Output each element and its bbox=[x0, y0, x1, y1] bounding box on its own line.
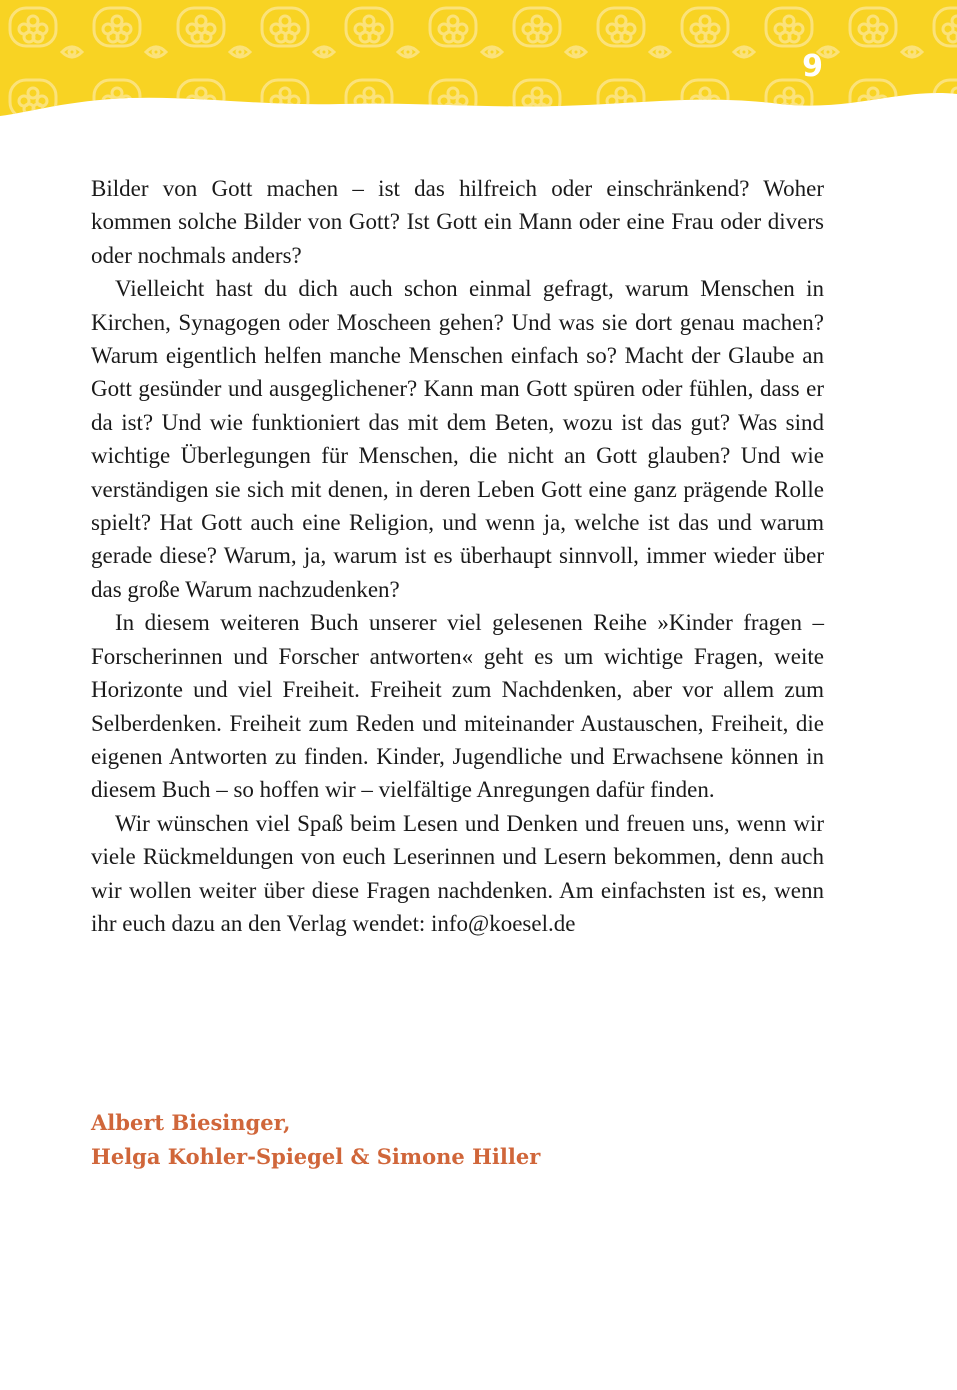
paragraph-2: Vielleicht hast du dich auch schon einmal gefragt, warum Menschen in Kirchen, Synagogen oder Moscheen gehen? Und was sie dort genau machen? Warum eigentlich helfen manche Menschen einfach so? Macht der Glaube an Gott gesünder und ausgeglichener? Kann man Gott spüren oder fühlen, dass er da ist? Und wie funktioniert das mit dem Beten, wozu ist das gut? Was sind wichtige Überlegungen für Menschen, die nicht an Gott glauben? Und wie verständigen sie sich mit denen, in deren Leben Gott eine ganz prägende Rolle spielt? Hat Gott auch eine Religion, und wenn ja, welche ist das und warum gerade diese? Warum, ja, warum ist es überhaupt sinnvoll, immer wieder über das große Warum nachzudenken? bbox=[91, 276, 824, 602]
author-signature bbox=[91, 1106, 540, 1174]
page-number: 9 bbox=[802, 49, 823, 84]
signature-line-1: Albert Biesinger, bbox=[91, 1110, 291, 1135]
signature-line-2: Helga Kohler-Spiegel & Simone Hiller bbox=[91, 1144, 541, 1169]
paragraph-4: Wir wünschen viel Spaß beim Lesen und Denken und freuen uns, wenn wir viele Rückmeldungen von euch Leserinnen und Lesern bekommen, denn auch wir wollen weiter über diese Fragen nachdenken. Am einfachsten ist es, wenn ihr euch dazu an den Verlag wendet: info@koesel.de bbox=[91, 810, 824, 936]
paragraph-1: Bilder von Gott machen – ist das hilfreich oder einschränkend? Woher kommen solche Bilder von Gott? Ist Gott ein Mann oder eine Frau oder divers oder nochmals anders? bbox=[91, 176, 824, 268]
paragraph-3: In diesem weiteren Buch unserer viel gelesenen Reihe »Kinder fragen – Forscherinnen und Forscher antworten« geht es um wichtige Fragen, weite Horizonte und viel Freiheit. Freiheit zum Nachdenken, aber vor allem zum Selberdenken. Freiheit zum Reden und miteinander Austauschen, Freiheit, die eigenen Antworten zu finden. Kinder, Jugendliche und Erwachsene können in diesem Buch – so hoffen wir – vielfältige Anregungen dafür finden. bbox=[91, 610, 824, 803]
body-text bbox=[91, 172, 824, 940]
